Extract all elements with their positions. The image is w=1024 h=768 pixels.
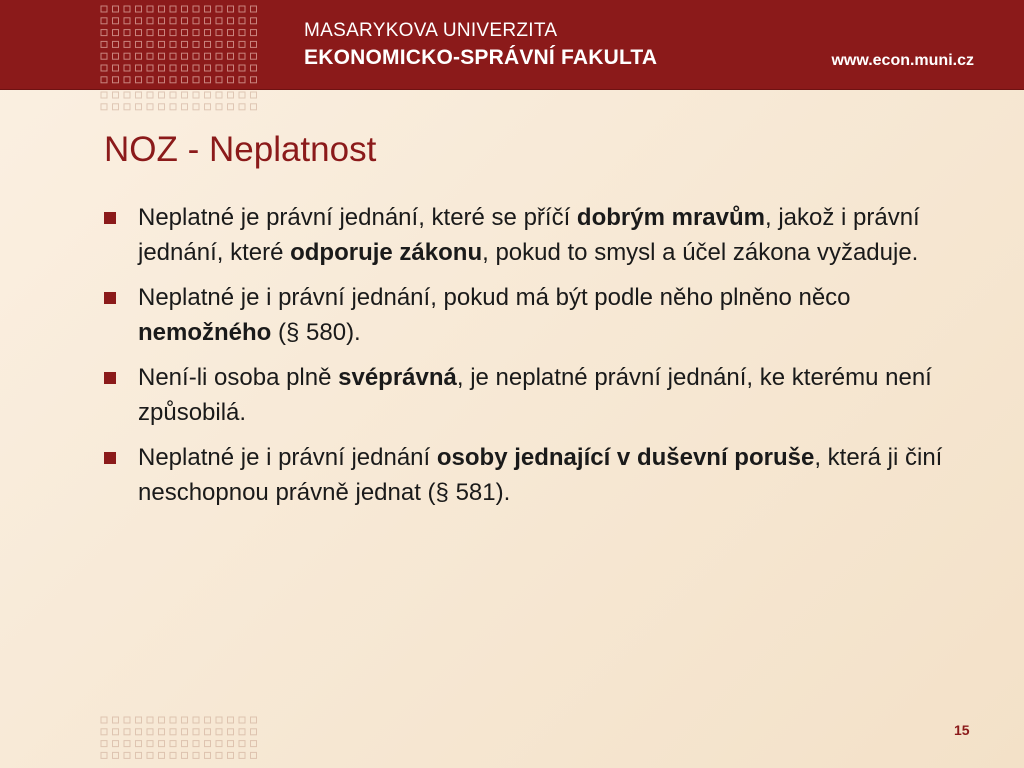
grid-dot xyxy=(239,752,245,758)
grid-dot xyxy=(182,717,188,723)
grid-dot xyxy=(193,30,199,36)
grid-dot xyxy=(239,92,245,98)
grid-dot xyxy=(159,41,165,47)
bullet-list xyxy=(104,200,984,520)
grid-dot xyxy=(101,741,107,747)
grid-dot xyxy=(147,104,153,110)
grid-dot xyxy=(159,30,165,36)
grid-dot xyxy=(228,729,234,735)
grid-dot xyxy=(124,41,130,47)
grid-dot xyxy=(251,77,257,83)
grid-dot xyxy=(193,6,199,12)
bullet-item xyxy=(104,360,984,430)
grid-dot xyxy=(251,717,257,723)
grid-dot xyxy=(101,729,107,735)
grid-dot xyxy=(228,77,234,83)
grid-dot xyxy=(124,65,130,71)
grid-dot xyxy=(239,30,245,36)
grid-dot xyxy=(147,717,153,723)
grid-dot xyxy=(216,741,222,747)
grid-dot xyxy=(239,53,245,59)
grid-dot xyxy=(239,717,245,723)
grid-dot xyxy=(205,92,211,98)
grid-dot xyxy=(228,30,234,36)
grid-dot xyxy=(159,752,165,758)
grid-dot xyxy=(205,104,211,110)
grid-dot xyxy=(136,6,142,12)
grid-dot xyxy=(182,752,188,758)
grid-dot xyxy=(124,717,130,723)
grid-dot xyxy=(113,53,119,59)
grid-dot xyxy=(101,41,107,47)
grid-dot xyxy=(170,6,176,12)
grid-dot xyxy=(124,53,130,59)
grid-dot xyxy=(205,18,211,24)
grid-dot xyxy=(193,741,199,747)
grid-dot xyxy=(239,104,245,110)
grid-dot xyxy=(159,104,165,110)
grid-dot xyxy=(251,92,257,98)
grid-dot xyxy=(193,65,199,71)
grid-dot xyxy=(159,77,165,83)
grid-dot xyxy=(251,6,257,12)
grid-dot xyxy=(216,6,222,12)
grid-dot xyxy=(170,741,176,747)
grid-dot xyxy=(182,30,188,36)
grid-dot xyxy=(239,6,245,12)
grid-dot xyxy=(124,729,130,735)
grid-dot xyxy=(193,729,199,735)
grid-dot xyxy=(216,77,222,83)
grid-dot xyxy=(228,65,234,71)
bullet-text: Neplatné je i právní jednání xyxy=(138,444,437,471)
grid-dot xyxy=(239,741,245,747)
grid-dot xyxy=(216,18,222,24)
grid-dot xyxy=(170,729,176,735)
grid-dot xyxy=(170,92,176,98)
square-bullet-icon xyxy=(104,212,116,224)
grid-dot xyxy=(159,6,165,12)
grid-dot xyxy=(147,6,153,12)
grid-dot xyxy=(205,741,211,747)
grid-dot xyxy=(170,77,176,83)
grid-dot xyxy=(113,6,119,12)
grid-dot xyxy=(216,53,222,59)
grid-dot xyxy=(251,65,257,71)
grid-dot xyxy=(205,41,211,47)
grid-dot xyxy=(147,752,153,758)
grid-dot xyxy=(113,65,119,71)
grid-dot xyxy=(228,6,234,12)
grid-dot xyxy=(205,77,211,83)
square-bullet-icon xyxy=(104,372,116,384)
grid-dot xyxy=(251,729,257,735)
grid-dot xyxy=(193,77,199,83)
grid-dot xyxy=(113,41,119,47)
grid-dot xyxy=(239,18,245,24)
grid-dot xyxy=(182,77,188,83)
grid-dot xyxy=(216,41,222,47)
grid-dot xyxy=(170,752,176,758)
grid-dot xyxy=(228,92,234,98)
square-bullet-icon xyxy=(104,452,116,464)
grid-dot xyxy=(251,18,257,24)
website-url: www.econ.muni.cz xyxy=(831,52,974,69)
grid-dot xyxy=(159,53,165,59)
grid-dot xyxy=(193,53,199,59)
grid-dot xyxy=(170,717,176,723)
grid-dot xyxy=(147,18,153,24)
bullet-emphasis: svéprávná xyxy=(338,364,457,391)
grid-dot xyxy=(251,30,257,36)
page-number: 15 xyxy=(954,722,970,738)
grid-dot xyxy=(251,53,257,59)
dot-grid-decoration-bottom xyxy=(98,714,264,766)
grid-dot xyxy=(251,752,257,758)
grid-dot xyxy=(159,729,165,735)
grid-dot xyxy=(136,752,142,758)
dot-grid-decoration-top xyxy=(98,89,264,111)
grid-dot xyxy=(101,30,107,36)
grid-dot xyxy=(216,104,222,110)
grid-dot xyxy=(228,717,234,723)
grid-dot xyxy=(205,717,211,723)
grid-dot xyxy=(147,41,153,47)
bullet-text: , která ji činí neschopnou právně jednat (§ 581). xyxy=(138,444,943,506)
grid-dot xyxy=(228,752,234,758)
grid-dot xyxy=(101,77,107,83)
grid-dot xyxy=(136,104,142,110)
grid-dot xyxy=(136,65,142,71)
grid-dot xyxy=(216,30,222,36)
grid-dot xyxy=(101,717,107,723)
grid-dot xyxy=(113,77,119,83)
bullet-item xyxy=(104,200,984,270)
grid-dot xyxy=(228,104,234,110)
grid-dot xyxy=(170,65,176,71)
grid-dot xyxy=(251,741,257,747)
bullet-text: Není-li osoba plně xyxy=(138,364,339,391)
grid-dot xyxy=(170,53,176,59)
grid-dot xyxy=(113,752,119,758)
header-banner xyxy=(0,0,1024,90)
grid-dot xyxy=(124,18,130,24)
grid-dot xyxy=(251,104,257,110)
grid-dot xyxy=(170,41,176,47)
grid-dot xyxy=(228,41,234,47)
grid-dot xyxy=(205,53,211,59)
bullet-text: , je neplatné právní jednání, ke kterému není způsobilá. xyxy=(138,364,932,426)
grid-dot xyxy=(113,729,119,735)
grid-dot xyxy=(216,92,222,98)
grid-dot xyxy=(239,65,245,71)
grid-dot xyxy=(136,729,142,735)
grid-dot xyxy=(182,741,188,747)
university-name: MASARYKOVA UNIVERZITA xyxy=(304,20,558,41)
grid-dot xyxy=(205,752,211,758)
grid-dot xyxy=(113,18,119,24)
grid-dot xyxy=(101,92,107,98)
grid-dot xyxy=(113,30,119,36)
grid-dot xyxy=(101,65,107,71)
bullet-emphasis: odporuje zákonu xyxy=(290,239,483,266)
grid-dot xyxy=(147,92,153,98)
grid-dot xyxy=(216,752,222,758)
grid-dot xyxy=(193,717,199,723)
grid-dot xyxy=(170,18,176,24)
bullet-emphasis: osoby jednající v duševní poruše xyxy=(436,444,815,471)
grid-dot xyxy=(136,77,142,83)
bullet-text: Neplatné je i právní jednání, pokud má být podle něho plněno něco xyxy=(138,284,851,311)
grid-dot xyxy=(124,6,130,12)
grid-dot xyxy=(136,18,142,24)
grid-dot xyxy=(136,30,142,36)
grid-dot xyxy=(205,729,211,735)
grid-dot xyxy=(193,41,199,47)
grid-dot xyxy=(159,92,165,98)
bullet-text: (§ 580). xyxy=(271,319,361,346)
grid-dot xyxy=(216,65,222,71)
grid-dot xyxy=(147,729,153,735)
grid-dot xyxy=(136,41,142,47)
grid-dot xyxy=(124,30,130,36)
bullet-emphasis: dobrým mravům xyxy=(576,204,765,231)
grid-dot xyxy=(182,53,188,59)
slide-title: NOZ - Neplatnost xyxy=(104,130,377,169)
grid-dot xyxy=(113,741,119,747)
grid-dot xyxy=(205,30,211,36)
grid-dot xyxy=(101,6,107,12)
faculty-name: EKONOMICKO-SPRÁVNÍ FAKULTA xyxy=(304,46,658,69)
grid-dot xyxy=(136,53,142,59)
grid-dot xyxy=(136,741,142,747)
grid-dot xyxy=(159,741,165,747)
grid-dot xyxy=(147,30,153,36)
grid-dot xyxy=(216,729,222,735)
grid-dot xyxy=(170,30,176,36)
grid-dot xyxy=(228,741,234,747)
dot-grid-decoration xyxy=(98,3,264,87)
grid-dot xyxy=(101,53,107,59)
grid-dot xyxy=(193,92,199,98)
grid-dot xyxy=(113,92,119,98)
grid-dot xyxy=(113,717,119,723)
grid-dot xyxy=(182,92,188,98)
grid-dot xyxy=(182,65,188,71)
grid-dot xyxy=(193,18,199,24)
grid-dot xyxy=(136,92,142,98)
grid-dot xyxy=(124,752,130,758)
grid-dot xyxy=(124,77,130,83)
grid-dot xyxy=(147,77,153,83)
grid-dot xyxy=(239,729,245,735)
grid-dot xyxy=(159,18,165,24)
grid-dot xyxy=(182,104,188,110)
bullet-item xyxy=(104,280,984,350)
grid-dot xyxy=(170,104,176,110)
grid-dot xyxy=(159,65,165,71)
bullet-text: Neplatné je právní jednání, které se příčí xyxy=(138,204,577,231)
grid-dot xyxy=(193,752,199,758)
grid-dot xyxy=(228,18,234,24)
grid-dot xyxy=(159,717,165,723)
grid-dot xyxy=(228,53,234,59)
grid-dot xyxy=(182,41,188,47)
grid-dot xyxy=(101,18,107,24)
bullet-text: , pokud to smysl a účel zákona vyžaduje. xyxy=(482,239,919,266)
grid-dot xyxy=(124,92,130,98)
grid-dot xyxy=(147,65,153,71)
square-bullet-icon xyxy=(104,292,116,304)
grid-dot xyxy=(101,104,107,110)
grid-dot xyxy=(239,77,245,83)
grid-dot xyxy=(124,741,130,747)
grid-dot xyxy=(101,752,107,758)
grid-dot xyxy=(113,104,119,110)
grid-dot xyxy=(124,104,130,110)
grid-dot xyxy=(193,104,199,110)
bullet-emphasis: nemožného xyxy=(138,319,272,346)
grid-dot xyxy=(147,741,153,747)
grid-dot xyxy=(147,53,153,59)
grid-dot xyxy=(205,65,211,71)
bullet-item xyxy=(104,440,984,510)
grid-dot xyxy=(251,41,257,47)
grid-dot xyxy=(182,6,188,12)
grid-dot xyxy=(205,6,211,12)
grid-dot xyxy=(216,717,222,723)
grid-dot xyxy=(182,18,188,24)
bullet-text: , jakož i právní jednání, které xyxy=(138,204,920,266)
grid-dot xyxy=(182,729,188,735)
grid-dot xyxy=(136,717,142,723)
grid-dot xyxy=(239,41,245,47)
